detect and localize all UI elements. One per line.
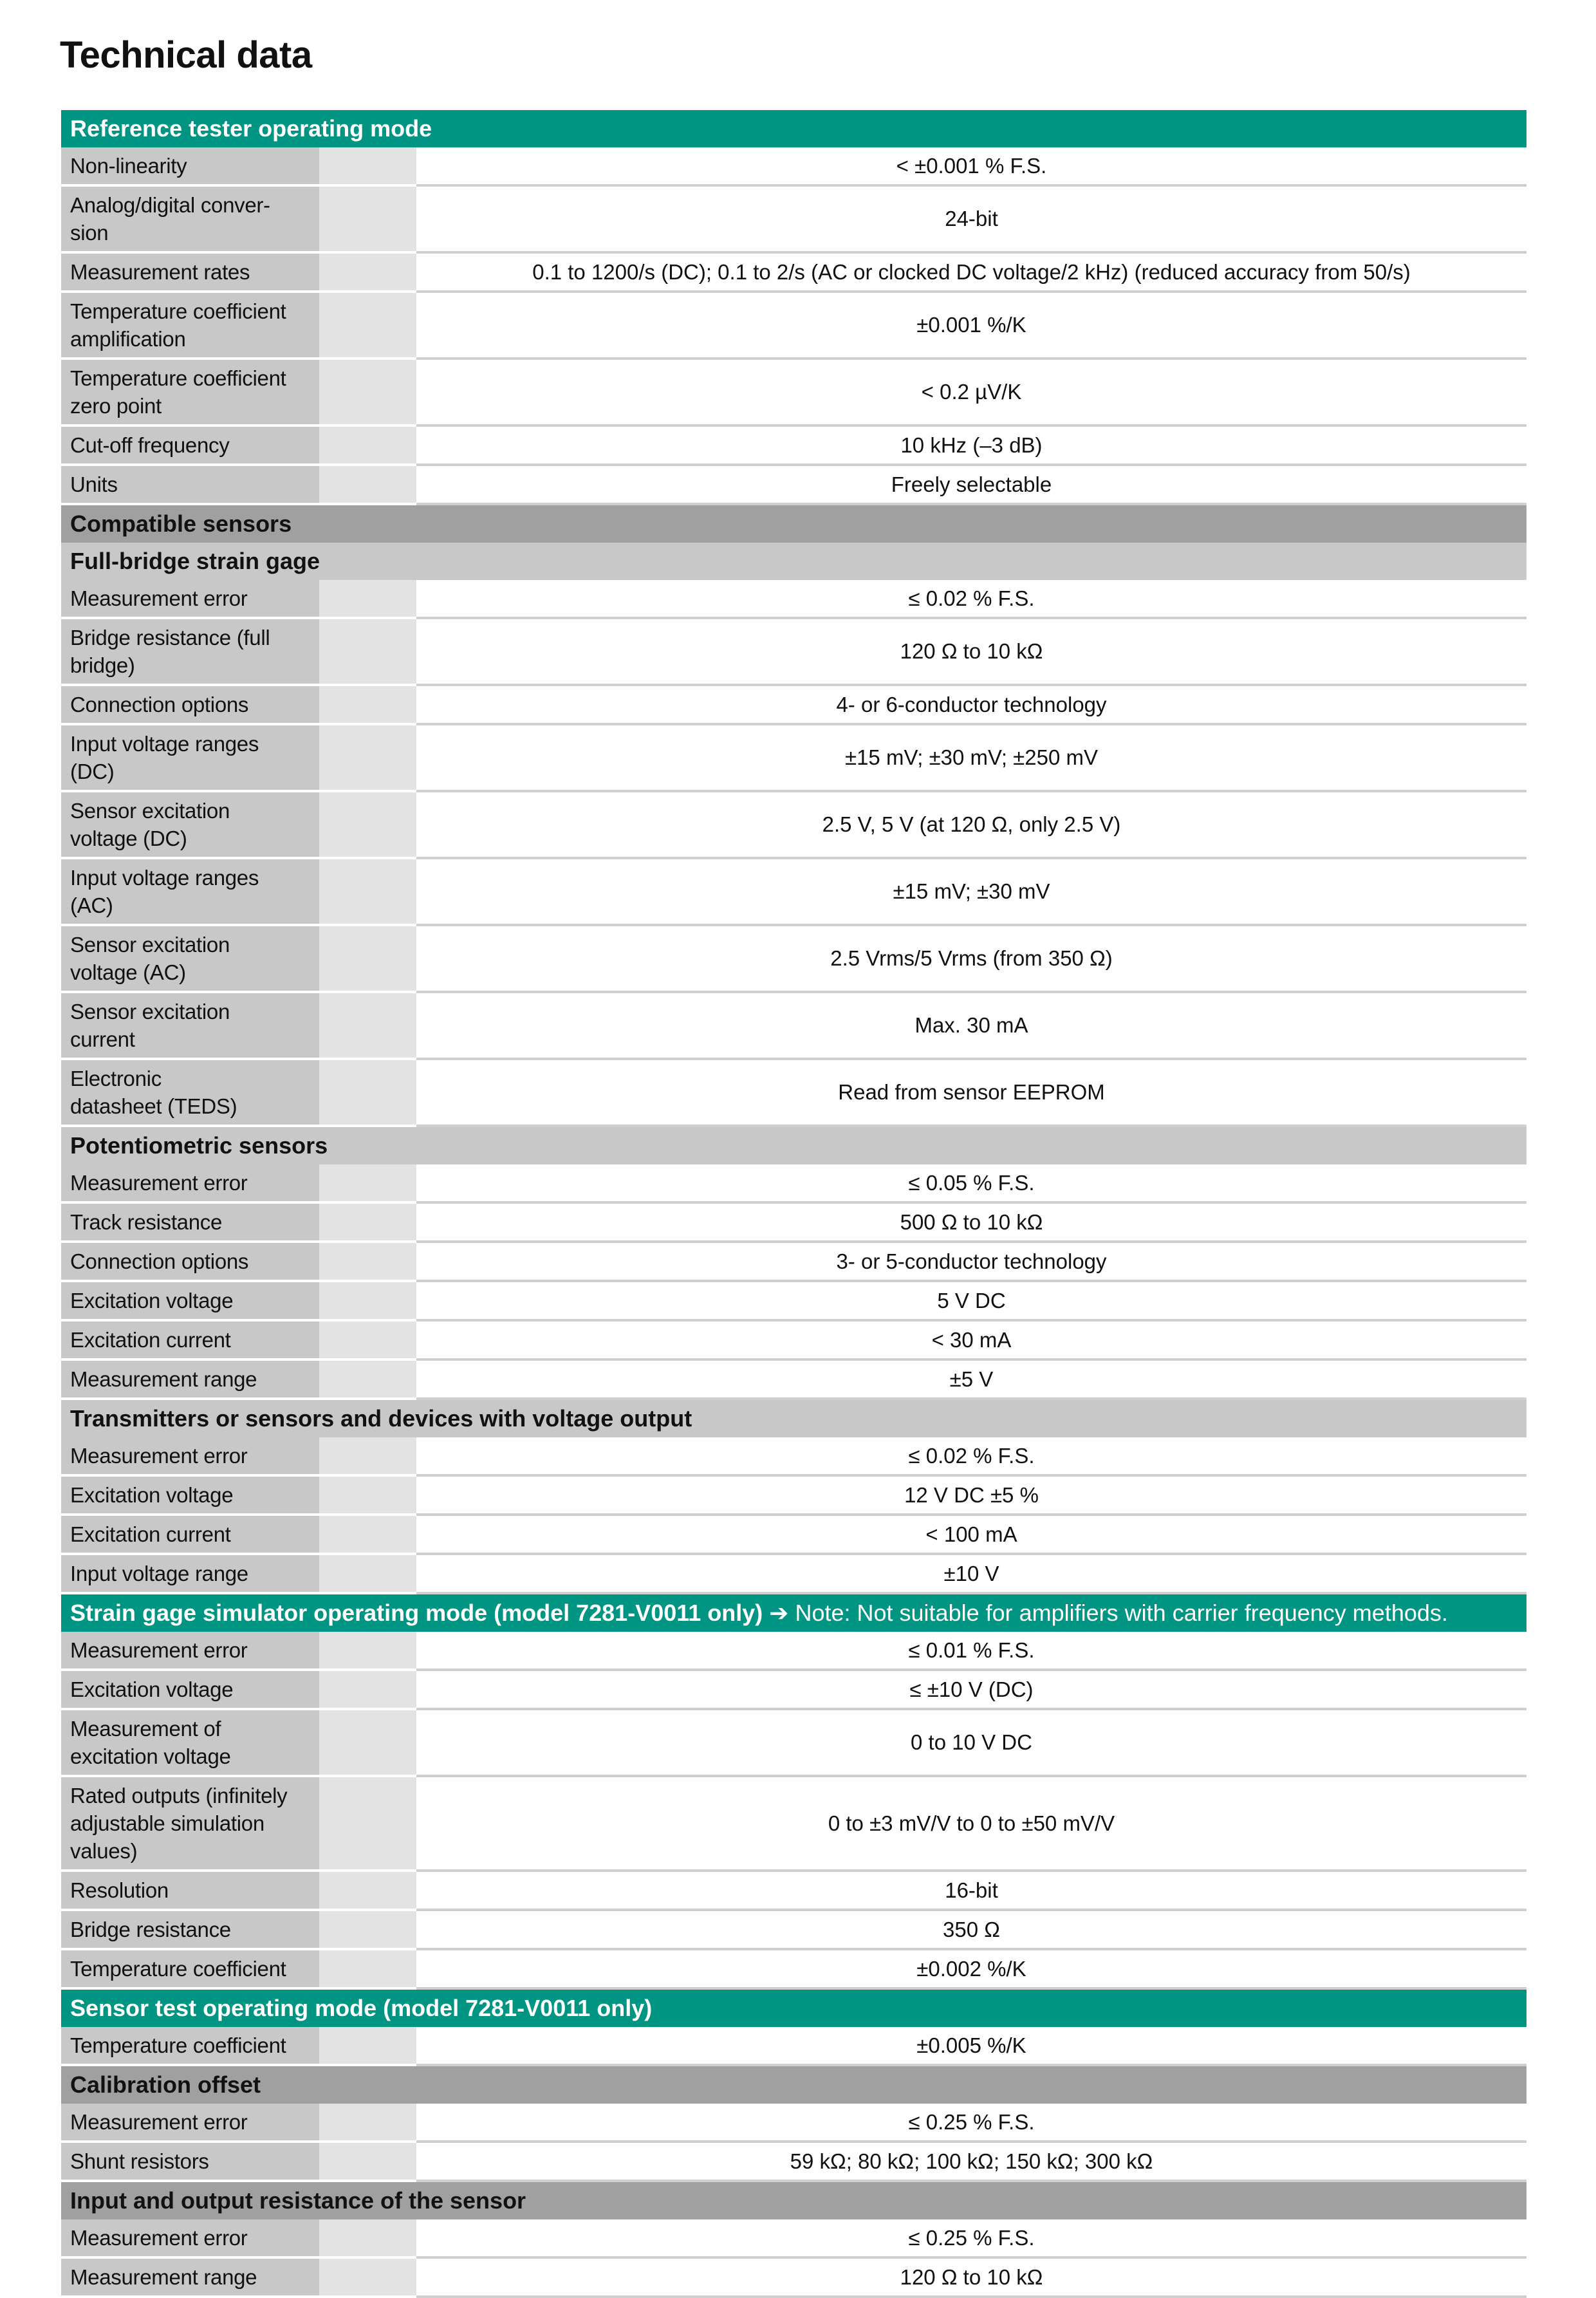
row-value: 120 Ω to 10 kΩ: [416, 2259, 1526, 2298]
table-row: [61, 1777, 1526, 1872]
row-value: ±10 V: [416, 1555, 1526, 1594]
row-label: Rated outputs (infinitely adjustable simulation values): [61, 1777, 319, 1872]
row-label: Shunt resistors: [61, 2143, 319, 2182]
row-value: < ±0.001 % F.S.: [416, 147, 1526, 187]
section-header-title: Compatible sensors: [70, 510, 292, 537]
section-header-title: Full-bridge strain gage: [70, 548, 320, 574]
row-label: Measurement range: [61, 2259, 319, 2298]
row-value: 24-bit: [416, 187, 1526, 254]
row-label: Excitation current: [61, 1516, 319, 1555]
row-value: ≤ 0.02 % F.S.: [416, 580, 1526, 619]
row-spacer-cell: [319, 2027, 416, 2066]
section-header: [61, 2182, 1526, 2219]
row-value: 120 Ω to 10 kΩ: [416, 619, 1526, 686]
row-spacer-cell: [319, 926, 416, 993]
section-header-title: Reference tester operating mode: [70, 115, 432, 142]
row-spacer-cell: [319, 1632, 416, 1671]
table-row: [61, 1282, 1526, 1322]
table-row: [61, 1671, 1526, 1710]
table-row: [61, 254, 1526, 293]
row-spacer-cell: [319, 2104, 416, 2143]
table-row: [61, 360, 1526, 427]
section-header: [61, 2066, 1526, 2104]
row-value: ≤ 0.25 % F.S.: [416, 2219, 1526, 2259]
row-spacer-cell: [319, 1361, 416, 1400]
row-label: Connection options: [61, 1243, 319, 1282]
row-value: < 100 mA: [416, 1516, 1526, 1555]
row-spacer-cell: [319, 725, 416, 792]
row-value: < 30 mA: [416, 1322, 1526, 1361]
table-row: [61, 2219, 1526, 2259]
table-row: [61, 1164, 1526, 1204]
row-spacer-cell: [319, 792, 416, 859]
row-value: 0.1 to 1200/s (DC); 0.1 to 2/s (AC or clocked DC voltage/2 kHz) (reduced accuracy from 50/s): [416, 254, 1526, 293]
table-row: [61, 619, 1526, 686]
table-row: [61, 1872, 1526, 1911]
row-value: 3- or 5-conductor technology: [416, 1243, 1526, 1282]
section-header-title: Transmitters or sensors and devices with voltage output: [70, 1405, 692, 1432]
row-label: Measurement error: [61, 1437, 319, 1477]
row-label: Units: [61, 466, 319, 505]
row-spacer-cell: [319, 993, 416, 1060]
row-label: Excitation voltage: [61, 1477, 319, 1516]
row-value: ±5 V: [416, 1361, 1526, 1400]
row-spacer-cell: [319, 147, 416, 187]
row-label: Measurement error: [61, 1164, 319, 1204]
row-label: Measurement error: [61, 580, 319, 619]
row-label: Excitation voltage: [61, 1282, 319, 1322]
table-row: [61, 1437, 1526, 1477]
row-label: Measurement error: [61, 1632, 319, 1671]
row-label: Non-linearity: [61, 147, 319, 187]
row-spacer-cell: [319, 859, 416, 926]
table-row: [61, 1950, 1526, 1990]
row-label: Resolution: [61, 1872, 319, 1911]
row-spacer-cell: [319, 2259, 416, 2298]
row-value: Max. 30 mA: [416, 993, 1526, 1060]
row-label: Sensor excitation voltage (AC): [61, 926, 319, 993]
row-label: Track resistance: [61, 1204, 319, 1243]
row-value: 59 kΩ; 80 kΩ; 100 kΩ; 150 kΩ; 300 kΩ: [416, 2143, 1526, 2182]
table-row: [61, 466, 1526, 505]
row-spacer-cell: [319, 1911, 416, 1950]
row-spacer-cell: [319, 360, 416, 427]
row-label: Excitation voltage: [61, 1671, 319, 1710]
row-spacer-cell: [319, 1950, 416, 1990]
row-spacer-cell: [319, 686, 416, 725]
table-row: [61, 1477, 1526, 1516]
row-value: 0 to ±3 mV/V to 0 to ±50 mV/V: [416, 1777, 1526, 1872]
row-spacer-cell: [319, 254, 416, 293]
section-header: [61, 1127, 1526, 1164]
table-row: [61, 1710, 1526, 1777]
section-header-note: ➔ Note: Not suitable for amplifiers with carrier frequency methods.: [763, 1600, 1448, 1626]
row-spacer-cell: [319, 1477, 416, 1516]
row-spacer-cell: [319, 1164, 416, 1204]
table-row: [61, 147, 1526, 187]
table-row: [61, 2104, 1526, 2143]
table-row: [61, 1204, 1526, 1243]
row-spacer-cell: [319, 1437, 416, 1477]
section-header: [61, 505, 1526, 543]
table-row: [61, 1322, 1526, 1361]
row-spacer-cell: [319, 1322, 416, 1361]
table-row: [61, 187, 1526, 254]
row-label: Input voltage range: [61, 1555, 319, 1594]
row-label: Excitation current: [61, 1322, 319, 1361]
row-label: Measurement error: [61, 2104, 319, 2143]
row-label: Bridge resistance (full bridge): [61, 619, 319, 686]
table-row: [61, 293, 1526, 360]
row-spacer-cell: [319, 1060, 416, 1127]
row-label: Temperature coefficient: [61, 2027, 319, 2066]
row-value: 12 V DC ±5 %: [416, 1477, 1526, 1516]
table-row: [61, 1632, 1526, 1671]
row-label: Input voltage ranges (AC): [61, 859, 319, 926]
row-label: Analog/digital conver- sion: [61, 187, 319, 254]
table-row: [61, 1516, 1526, 1555]
row-value: ±15 mV; ±30 mV: [416, 859, 1526, 926]
section-header-title: Sensor test operating mode (model 7281-V0011 only): [70, 1995, 653, 2021]
table-row: [61, 993, 1526, 1060]
row-value: 0 to 10 V DC: [416, 1710, 1526, 1777]
table-row: [61, 580, 1526, 619]
section-header-title: Calibration offset: [70, 2071, 261, 2098]
row-value: 4- or 6-conductor technology: [416, 686, 1526, 725]
row-value: 16-bit: [416, 1872, 1526, 1911]
row-spacer-cell: [319, 2143, 416, 2182]
row-label: Electronic datasheet (TEDS): [61, 1060, 319, 1127]
section-header: [61, 1594, 1526, 1632]
row-spacer-cell: [319, 1710, 416, 1777]
row-value: ±0.005 %/K: [416, 2027, 1526, 2066]
row-label: Measurement of excitation voltage: [61, 1710, 319, 1777]
section-header: [61, 110, 1526, 147]
row-label: Sensor excitation voltage (DC): [61, 792, 319, 859]
row-value: ±0.001 %/K: [416, 293, 1526, 360]
row-value: ±15 mV; ±30 mV; ±250 mV: [416, 725, 1526, 792]
section-header: [61, 1990, 1526, 2027]
table-row: [61, 2143, 1526, 2182]
section-header: [61, 1400, 1526, 1437]
row-label: Sensor excitation current: [61, 993, 319, 1060]
row-spacer-cell: [319, 2219, 416, 2259]
row-spacer-cell: [319, 619, 416, 686]
table-row: [61, 926, 1526, 993]
table-row: [61, 725, 1526, 792]
row-label: Temperature coefficient: [61, 1950, 319, 1990]
row-label: Temperature coefficient amplification: [61, 293, 319, 360]
row-label: Cut-off frequency: [61, 427, 319, 466]
section-header-title: Potentiometric sensors: [70, 1132, 328, 1159]
row-value: 2.5 Vrms/5 Vrms (from 350 Ω): [416, 926, 1526, 993]
technical-data-table: [61, 110, 1526, 2298]
table-row: [61, 1060, 1526, 1127]
page-title: Technical data: [60, 34, 312, 76]
row-value: Read from sensor EEPROM: [416, 1060, 1526, 1127]
row-value: ≤ 0.05 % F.S.: [416, 1164, 1526, 1204]
row-label: Temperature coefficient zero point: [61, 360, 319, 427]
table-row: [61, 1243, 1526, 1282]
row-value: 5 V DC: [416, 1282, 1526, 1322]
row-label: Input voltage ranges (DC): [61, 725, 319, 792]
section-header: [61, 543, 1526, 580]
table-row: [61, 686, 1526, 725]
row-value: ±0.002 %/K: [416, 1950, 1526, 1990]
section-header-title: Input and output resistance of the sensor: [70, 2187, 526, 2214]
table-row: [61, 1361, 1526, 1400]
row-spacer-cell: [319, 1777, 416, 1872]
table-row: [61, 1911, 1526, 1950]
row-label: Bridge resistance: [61, 1911, 319, 1950]
row-value: Freely selectable: [416, 466, 1526, 505]
row-value: ≤ 0.01 % F.S.: [416, 1632, 1526, 1671]
row-spacer-cell: [319, 293, 416, 360]
row-spacer-cell: [319, 580, 416, 619]
row-spacer-cell: [319, 1671, 416, 1710]
row-spacer-cell: [319, 1204, 416, 1243]
row-spacer-cell: [319, 1282, 416, 1322]
table-row: [61, 1555, 1526, 1594]
row-value: ≤ 0.02 % F.S.: [416, 1437, 1526, 1477]
table-row: [61, 859, 1526, 926]
row-value: ≤ ±10 V (DC): [416, 1671, 1526, 1710]
row-label: Measurement range: [61, 1361, 319, 1400]
row-spacer-cell: [319, 1243, 416, 1282]
row-value: 2.5 V, 5 V (at 120 Ω, only 2.5 V): [416, 792, 1526, 859]
row-spacer-cell: [319, 1872, 416, 1911]
row-value: ≤ 0.25 % F.S.: [416, 2104, 1526, 2143]
row-spacer-cell: [319, 187, 416, 254]
row-label: Measurement rates: [61, 254, 319, 293]
table-row: [61, 2027, 1526, 2066]
table-row: [61, 427, 1526, 466]
row-spacer-cell: [319, 1516, 416, 1555]
row-spacer-cell: [319, 427, 416, 466]
row-value: 500 Ω to 10 kΩ: [416, 1204, 1526, 1243]
row-value: 350 Ω: [416, 1911, 1526, 1950]
row-spacer-cell: [319, 1555, 416, 1594]
row-spacer-cell: [319, 466, 416, 505]
row-label: Measurement error: [61, 2219, 319, 2259]
row-label: Connection options: [61, 686, 319, 725]
table-row: [61, 792, 1526, 859]
row-value: 10 kHz (–3 dB): [416, 427, 1526, 466]
row-value: < 0.2 µV/K: [416, 360, 1526, 427]
table-row: [61, 2259, 1526, 2298]
section-header-title: Strain gage simulator operating mode (model 7281-V0011 only): [70, 1600, 763, 1626]
